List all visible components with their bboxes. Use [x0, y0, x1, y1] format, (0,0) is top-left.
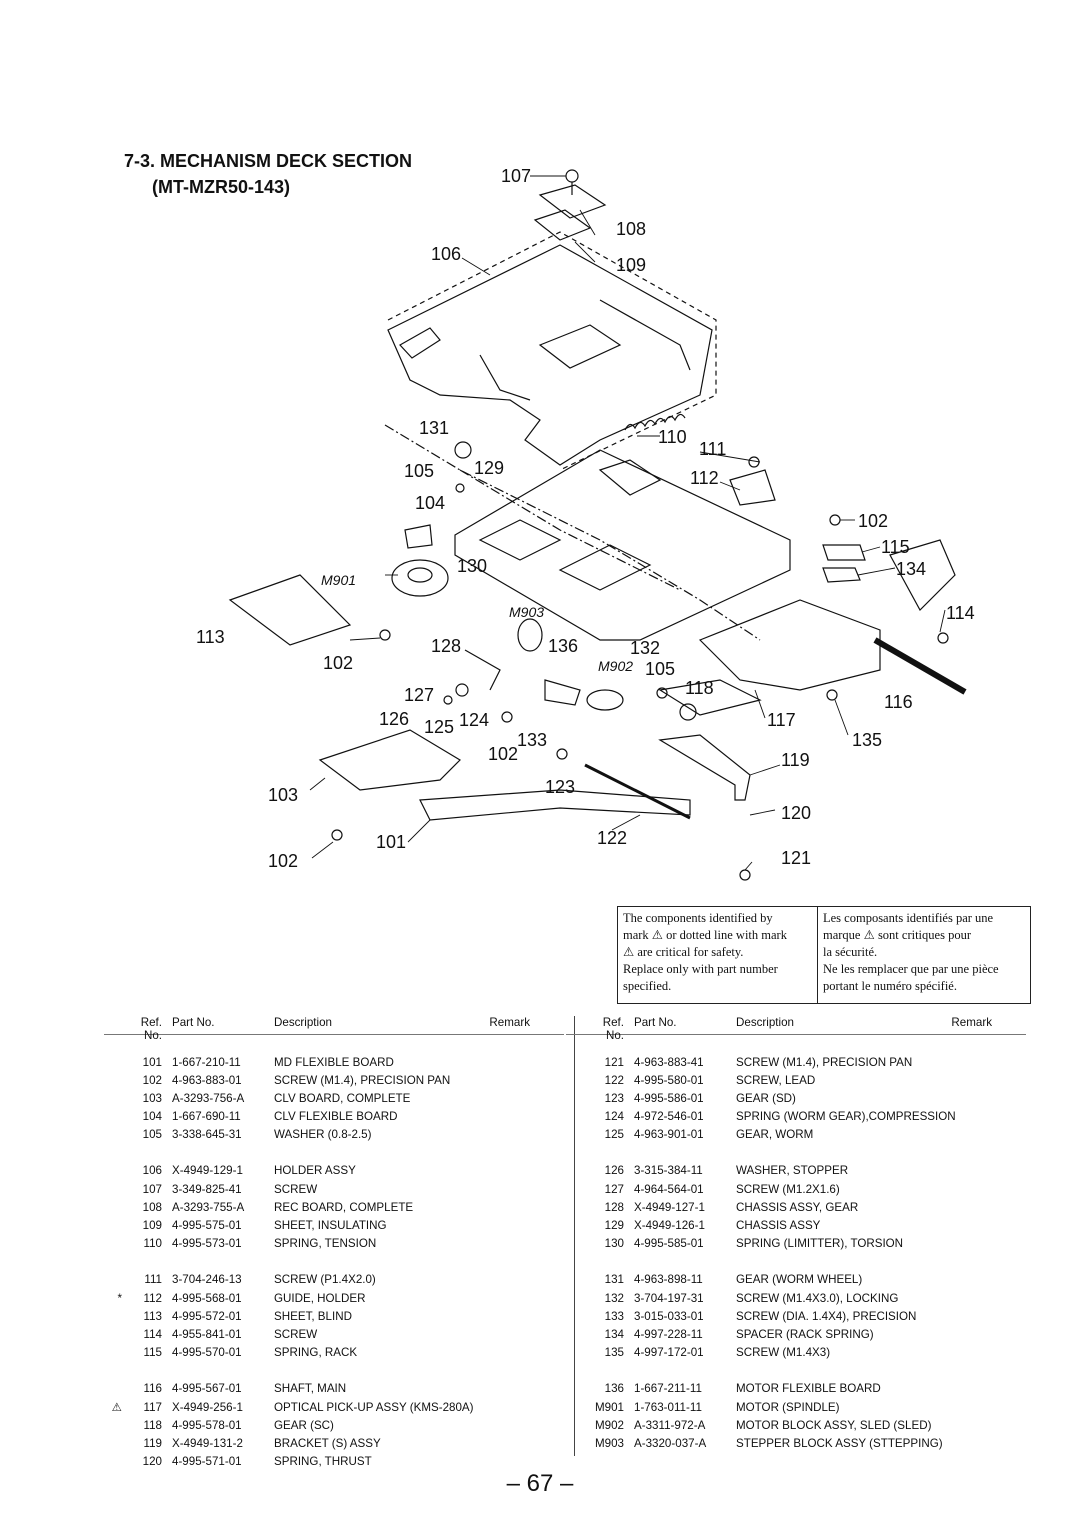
header-desc: Description [736, 1016, 794, 1029]
ref-no: 127 [604, 1182, 624, 1196]
row-mark: ⚠ [111, 1400, 122, 1414]
description: WASHER, STOPPER [736, 1164, 849, 1178]
notice-line: The components identified by [623, 911, 773, 925]
ref-no: 116 [143, 1382, 162, 1396]
callout-129: 129 [474, 458, 505, 478]
part-no: 4-963-898-11 [634, 1273, 703, 1287]
row-mark [566, 1054, 584, 1072]
sheet-insulating-part [535, 210, 590, 240]
group-spacer [104, 1035, 564, 1054]
table-row [104, 1126, 564, 1144]
ref-no: 112 [143, 1291, 162, 1305]
ref-no: 130 [604, 1236, 624, 1250]
ref-no: 131 [604, 1273, 624, 1287]
row-mark [566, 1308, 584, 1326]
row-mark [104, 1054, 122, 1072]
description: SCREW (M1.4X3.0), LOCKING [736, 1291, 899, 1305]
table-row [104, 1054, 564, 1072]
callout-102d: 102 [268, 851, 299, 871]
callout-104: 104 [415, 493, 446, 513]
notice-line: specified. [623, 979, 672, 993]
part-no: 4-997-228-11 [634, 1327, 703, 1341]
ref-no: 125 [604, 1127, 624, 1141]
description: CHASSIS ASSY [736, 1218, 821, 1232]
table-row [566, 1162, 1026, 1180]
ref-no: M903 [594, 1436, 624, 1450]
notice-line: Replace only with part number [623, 962, 778, 976]
ref-no: 110 [143, 1236, 162, 1250]
description: MOTOR (SPINDLE) [736, 1400, 840, 1414]
group-spacer [566, 1362, 1026, 1381]
table-row [104, 1271, 564, 1289]
callout-107: 107 [501, 166, 532, 186]
ref-no: 111 [144, 1273, 162, 1287]
row-mark [566, 1344, 584, 1362]
row-mark [566, 1090, 584, 1108]
ref-no: 102 [142, 1073, 162, 1087]
ref-no: 117 [143, 1400, 162, 1414]
callout-102b: 102 [323, 653, 354, 673]
description: SCREW (DIA. 1.4X4), PRECISION [736, 1309, 917, 1323]
description: GEAR (WORM WHEEL) [736, 1273, 863, 1287]
description: SPRING, RACK [274, 1345, 358, 1359]
screw-107-part [566, 170, 578, 182]
ref-no: 133 [604, 1309, 624, 1323]
description: MOTOR BLOCK ASSY, SLED (SLED) [736, 1418, 932, 1432]
row-mark [104, 1308, 122, 1326]
table-row [566, 1271, 1026, 1289]
row-mark [566, 1435, 584, 1453]
ref-no: 101 [142, 1055, 162, 1069]
ref-no: 113 [143, 1309, 162, 1323]
notice-line: portant le numéro spécifié. [823, 979, 957, 993]
row-mark [104, 1344, 122, 1362]
row-mark [104, 1108, 122, 1126]
description: SCREW [274, 1327, 318, 1341]
ref-no: 114 [143, 1327, 162, 1341]
guide-holder-part [730, 470, 775, 505]
callout-109: 109 [616, 255, 647, 275]
header-remark: Remark [951, 1016, 992, 1029]
ref-no: 105 [142, 1127, 162, 1141]
description: CLV BOARD, COMPLETE [274, 1091, 411, 1105]
table-row [104, 1235, 564, 1253]
table-row [104, 1290, 564, 1308]
table-row [104, 1380, 564, 1398]
part-no: 3-704-197-31 [634, 1291, 704, 1305]
part-no: 4-963-901-01 [634, 1127, 704, 1141]
group-spacer [104, 1362, 564, 1381]
callout-m902: M902 [598, 658, 634, 674]
row-mark [104, 1271, 122, 1289]
group-spacer [104, 1144, 564, 1163]
description: GEAR (SD) [736, 1091, 796, 1105]
section-subtitle: (MT-MZR50-143) [152, 177, 291, 197]
callout-111: 111 [699, 439, 727, 459]
callout-130: 130 [457, 556, 488, 576]
row-mark [104, 1326, 122, 1344]
row-mark [566, 1126, 584, 1144]
callout-102a: 102 [858, 511, 889, 531]
row-mark [566, 1108, 584, 1126]
ref-no: M902 [594, 1418, 624, 1432]
part-no: 4-995-572-01 [172, 1309, 242, 1323]
part-no: 4-955-841-01 [172, 1327, 242, 1341]
description: STEPPER BLOCK ASSY (STTEPPING) [736, 1436, 943, 1450]
table-row [566, 1435, 1026, 1453]
ref-no: 107 [142, 1182, 162, 1196]
callout-118: 118 [685, 678, 714, 698]
table-row [566, 1290, 1026, 1308]
row-mark [566, 1380, 584, 1398]
description: BRACKET (S) ASSY [274, 1436, 381, 1450]
row-mark [104, 1435, 122, 1453]
ref-no: 109 [142, 1218, 162, 1232]
ref-no: 108 [142, 1200, 162, 1214]
row-mark [104, 1181, 122, 1199]
description: SCREW [274, 1182, 318, 1196]
page-number: – 67 – [506, 1470, 574, 1497]
part-no: 4-964-564-01 [634, 1182, 704, 1196]
table-row [566, 1108, 1026, 1126]
row-mark [104, 1126, 122, 1144]
callout-122: 122 [597, 828, 628, 848]
header-ref: Ref. No. [140, 1016, 162, 1042]
callout-110: 110 [658, 427, 687, 447]
main-shaft-part [875, 640, 965, 692]
table-row [566, 1199, 1026, 1217]
part-no: 3-015-033-01 [634, 1309, 704, 1323]
callout-112: 112 [690, 468, 719, 488]
table-row [104, 1162, 564, 1180]
ref-no: 129 [604, 1218, 624, 1232]
callout-133: 133 [517, 730, 548, 750]
ref-no: 134 [604, 1327, 624, 1341]
callout-119: 119 [781, 750, 810, 770]
part-no: 4-995-578-01 [172, 1418, 242, 1432]
callout-114: 114 [946, 603, 975, 623]
row-mark [566, 1217, 584, 1235]
spring-rack-part [823, 545, 865, 560]
part-no: 4-995-575-01 [172, 1218, 242, 1232]
description: SCREW (M1.2X1.6) [736, 1182, 840, 1196]
ref-no: 118 [143, 1418, 162, 1432]
description: SHEET, INSULATING [274, 1218, 387, 1232]
part-no: 4-963-883-41 [634, 1055, 704, 1069]
table-row [566, 1399, 1026, 1417]
callout-103: 103 [268, 785, 299, 805]
pickup-part [700, 600, 880, 690]
parts-table-left [104, 1016, 564, 1471]
callout-127: 127 [404, 685, 435, 705]
row-mark [104, 1453, 122, 1471]
part-no: 4-995-573-01 [172, 1236, 242, 1250]
header-part: Part No. [172, 1016, 215, 1029]
ref-no: 120 [142, 1454, 162, 1468]
group-spacer [104, 1253, 564, 1272]
description: WASHER (0.8-2.5) [274, 1127, 372, 1141]
description: GEAR, WORM [736, 1127, 814, 1141]
part-no: A-3293-756-A [172, 1091, 245, 1105]
ref-no: 123 [604, 1091, 624, 1105]
callout-115: 115 [881, 537, 910, 557]
row-mark [566, 1417, 584, 1435]
description: SCREW, LEAD [736, 1073, 816, 1087]
callout-m901: M901 [321, 572, 357, 588]
table-row [566, 1308, 1026, 1326]
table-row [566, 1235, 1026, 1253]
table-row [566, 1417, 1026, 1435]
callout-124: 124 [459, 710, 490, 730]
callout-125: 125 [424, 717, 455, 737]
row-mark [566, 1072, 584, 1090]
clv-board-part [320, 730, 460, 790]
row-mark [566, 1290, 584, 1308]
callout-113: 113 [196, 627, 225, 647]
part-no: 4-963-883-01 [172, 1073, 242, 1087]
description: CHASSIS ASSY, GEAR [736, 1200, 859, 1214]
table-row [104, 1199, 564, 1217]
spacer-part [823, 568, 860, 582]
table-row [104, 1090, 564, 1108]
table-row [104, 1181, 564, 1199]
table-row [104, 1108, 564, 1126]
notice-line: ⚠ are critical for safety. [623, 945, 744, 959]
clv-flex-part [405, 525, 432, 548]
row-mark [104, 1417, 122, 1435]
notice-line: marque ⚠ sont critiques pour [823, 928, 971, 942]
safety-notice-english [618, 907, 818, 1003]
part-no: 4-995-580-01 [634, 1073, 704, 1087]
callout-102c: 102 [488, 744, 519, 764]
callout-123: 123 [545, 777, 576, 797]
notice-line: Les composants identifiés par une [823, 911, 994, 925]
group-spacer [566, 1035, 1026, 1054]
part-no: 3-704-246-13 [172, 1273, 242, 1287]
table-row [566, 1326, 1026, 1344]
notice-line: Ne les remplacer que par une pièce [823, 962, 999, 976]
table-row [566, 1090, 1026, 1108]
part-no: X-4949-129-1 [172, 1164, 243, 1178]
table-row [104, 1072, 564, 1090]
callout-106: 106 [431, 244, 462, 264]
chassis-assy-part [455, 450, 790, 640]
table-row [104, 1217, 564, 1235]
part-no: 3-349-825-41 [172, 1182, 242, 1196]
callout-108: 108 [616, 219, 647, 239]
part-no: 4-995-571-01 [172, 1454, 242, 1468]
row-mark [104, 1199, 122, 1217]
table-row [566, 1217, 1026, 1235]
part-no: 1-763-011-11 [634, 1400, 702, 1414]
part-no: 1-667-210-11 [172, 1055, 241, 1069]
ref-no: 106 [142, 1164, 162, 1178]
header-remark: Remark [489, 1016, 530, 1029]
row-mark [104, 1380, 122, 1398]
ref-no: 136 [604, 1382, 624, 1396]
row-mark [104, 1162, 122, 1180]
ref-no: 126 [604, 1164, 624, 1178]
description: MD FLEXIBLE BOARD [274, 1055, 394, 1069]
callout-105b: 105 [645, 659, 676, 679]
table-header [104, 1016, 564, 1042]
row-mark [104, 1072, 122, 1090]
description: MOTOR FLEXIBLE BOARD [736, 1382, 881, 1396]
part-no: X-4949-126-1 [634, 1218, 705, 1232]
group-spacer [566, 1144, 1026, 1163]
part-no: A-3293-755-A [172, 1200, 245, 1214]
callout-121: 121 [781, 848, 812, 868]
callout-131: 131 [419, 418, 450, 438]
description: CLV FLEXIBLE BOARD [274, 1109, 398, 1123]
header-part: Part No. [634, 1016, 677, 1029]
table-row [566, 1181, 1026, 1199]
description: SCREW (M1.4X3) [736, 1345, 831, 1359]
table-row [104, 1326, 564, 1344]
ref-no: 135 [604, 1345, 624, 1359]
row-mark [104, 1235, 122, 1253]
row-mark [566, 1181, 584, 1199]
part-no: 1-667-211-11 [634, 1382, 702, 1396]
ref-no: 132 [604, 1291, 624, 1305]
callout-135: 135 [852, 730, 883, 750]
description: SPRING (LIMITTER), TORSION [736, 1236, 904, 1250]
callout-101: 101 [376, 832, 407, 852]
description: SHEET, BLIND [274, 1309, 352, 1323]
table-header [566, 1016, 1026, 1042]
part-no: 4-995-568-01 [172, 1291, 242, 1305]
part-no: 3-338-645-31 [172, 1127, 242, 1141]
part-no: 4-995-585-01 [634, 1236, 704, 1250]
part-no: 4-995-586-01 [634, 1091, 704, 1105]
callout-116: 116 [884, 692, 913, 712]
row-mark [566, 1326, 584, 1344]
callout-105: 105 [404, 461, 435, 481]
part-no: 3-315-384-11 [634, 1164, 703, 1178]
header-ref: Ref. No. [602, 1016, 624, 1042]
table-row [104, 1435, 564, 1453]
notice-line: la sécurité. [823, 945, 878, 959]
description: SCREW (M1.4), PRECISION PAN [274, 1073, 451, 1087]
description: SPRING, THRUST [274, 1454, 372, 1468]
row-mark: * [117, 1291, 122, 1305]
table-row [566, 1072, 1026, 1090]
part-no: A-3311-972-A [634, 1418, 706, 1432]
ref-no: 119 [143, 1436, 162, 1450]
table-row [104, 1453, 564, 1471]
screw-symbols [332, 457, 948, 880]
description: SPRING, TENSION [274, 1236, 377, 1250]
row-mark [566, 1162, 584, 1180]
row-mark [566, 1271, 584, 1289]
ref-no: 104 [142, 1109, 162, 1123]
part-no: A-3320-037-A [634, 1436, 707, 1450]
callout-120: 120 [781, 803, 812, 823]
description: SHAFT, MAIN [274, 1382, 347, 1396]
table-row [104, 1399, 564, 1417]
part-no: X-4949-127-1 [634, 1200, 705, 1214]
description: SPRING (WORM GEAR),COMPRESSION [736, 1109, 956, 1123]
ref-no: M901 [594, 1400, 624, 1414]
table-row [566, 1054, 1026, 1072]
description: REC BOARD, COMPLETE [274, 1200, 414, 1214]
group-spacer [566, 1253, 1026, 1272]
part-no: X-4949-131-2 [172, 1436, 243, 1450]
part-no: 4-995-567-01 [172, 1382, 242, 1396]
bracket-part [660, 735, 750, 800]
ref-no: 121 [604, 1055, 624, 1069]
description: HOLDER ASSY [274, 1164, 356, 1178]
part-no: X-4949-256-1 [172, 1400, 243, 1414]
description: GUIDE, HOLDER [274, 1291, 366, 1305]
row-mark [566, 1235, 584, 1253]
table-row [104, 1417, 564, 1435]
table-row [566, 1380, 1026, 1398]
table-row [104, 1308, 564, 1326]
part-no: 1-667-690-11 [172, 1109, 241, 1123]
ref-no: 115 [143, 1345, 162, 1359]
table-row [104, 1344, 564, 1362]
stepper-motor-part [518, 619, 542, 651]
notice-line: mark ⚠ or dotted line with mark [623, 928, 787, 942]
description: GEAR (SC) [274, 1418, 334, 1432]
header-desc: Description [274, 1016, 332, 1029]
row-mark [104, 1217, 122, 1235]
ref-no: 124 [604, 1109, 624, 1123]
section-title: 7-3. MECHANISM DECK SECTION [124, 151, 413, 171]
worm-wheel-part [455, 442, 471, 458]
part-no: 4-995-570-01 [172, 1345, 242, 1359]
parts-table-right [566, 1016, 1026, 1453]
part-no: 4-997-172-01 [634, 1345, 704, 1359]
part-no: 4-972-546-01 [634, 1109, 704, 1123]
table-row [566, 1344, 1026, 1362]
description: SCREW (M1.4), PRECISION PAN [736, 1055, 913, 1069]
callout-117: 117 [767, 710, 796, 730]
row-mark [566, 1199, 584, 1217]
ref-no: 103 [142, 1091, 162, 1105]
safety-notice-french [818, 907, 1030, 1003]
callout-128: 128 [431, 636, 462, 656]
description: SPACER (RACK SPRING) [736, 1327, 874, 1341]
description: SCREW (P1.4X2.0) [274, 1273, 376, 1287]
row-mark [566, 1399, 584, 1417]
spindle-motor-part [392, 560, 448, 596]
row-mark [104, 1090, 122, 1108]
ref-no: 128 [604, 1200, 624, 1214]
callout-132: 132 [630, 638, 661, 658]
callout-134: 134 [896, 559, 927, 579]
callout-m903: M903 [509, 604, 545, 620]
callout-136: 136 [548, 636, 579, 656]
ref-no: 122 [604, 1073, 624, 1087]
table-row [566, 1126, 1026, 1144]
safety-notice [617, 906, 1031, 1004]
callout-126: 126 [379, 709, 410, 729]
sled-motor-part [587, 690, 623, 710]
description: OPTICAL PICK-UP ASSY (KMS-280A) [274, 1400, 474, 1414]
